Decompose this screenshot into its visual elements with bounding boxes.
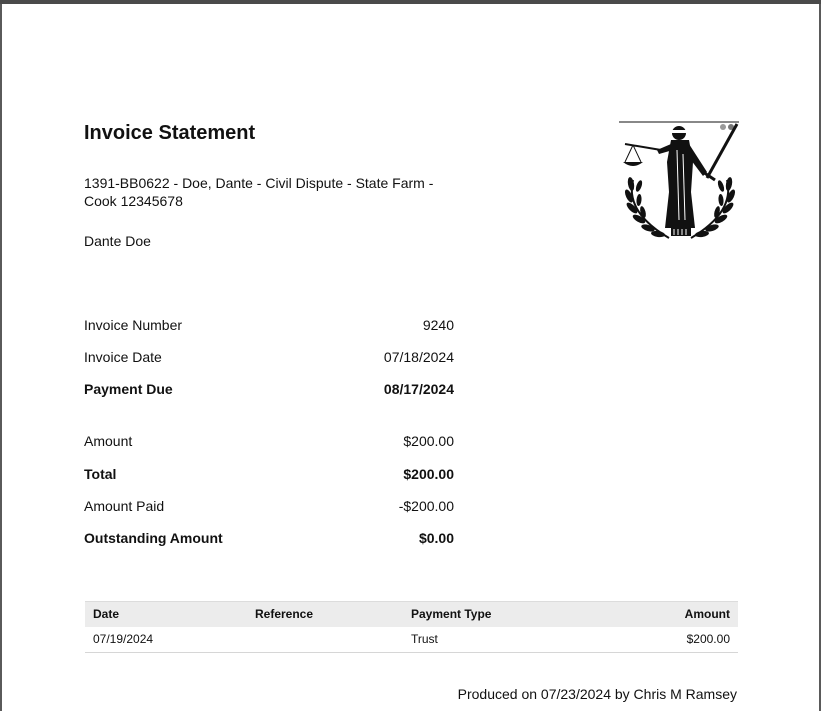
total-label: Total <box>84 466 117 482</box>
column-header-date: Date <box>85 602 247 627</box>
amount-label: Amount <box>84 433 133 449</box>
amount-row <box>84 433 454 449</box>
produced-by-footer: Produced on 07/23/2024 by Chris M Ramsey <box>457 686 737 702</box>
payment-due-label: Payment Due <box>84 381 173 397</box>
payments-table <box>85 601 738 653</box>
lady-justice-icon <box>619 120 741 252</box>
invoice-date-label: Invoice Date <box>84 349 162 365</box>
amount-paid-row <box>84 498 454 514</box>
total-row <box>84 466 454 482</box>
page-title: Invoice Statement <box>84 122 256 144</box>
invoice-number-row <box>84 317 454 333</box>
table-row <box>85 627 738 653</box>
payment-date-cell: 07/19/2024 <box>85 627 247 653</box>
payment-due-value: 08/17/2024 <box>383 381 454 397</box>
column-header-reference: Reference <box>247 602 403 627</box>
invoice-number-value: 9240 <box>422 317 454 333</box>
payment-reference-cell <box>247 627 403 653</box>
total-value: $200.00 <box>403 466 454 482</box>
invoice-date-value: 07/18/2024 <box>383 349 454 365</box>
invoice-date-row <box>84 349 454 365</box>
column-header-payment-type: Payment Type <box>403 602 563 627</box>
payment-amount-cell: $200.00 <box>563 627 738 653</box>
payment-type-cell: Trust <box>403 627 563 653</box>
table-header-row <box>85 602 738 627</box>
outstanding-amount-row <box>84 530 454 546</box>
outstanding-amount-value: $0.00 <box>418 530 454 546</box>
document-page <box>2 4 819 711</box>
outstanding-amount-label: Outstanding Amount <box>84 530 223 546</box>
client-name: Dante Doe <box>84 233 151 249</box>
amount-paid-label: Amount Paid <box>84 498 165 514</box>
column-header-amount: Amount <box>563 602 738 627</box>
payment-due-row <box>84 381 454 397</box>
amount-value: $200.00 <box>403 433 454 449</box>
matter-description: 1391-BB0622 - Doe, Dante - Civil Dispute - State Farm - Cook 12345678 <box>84 175 434 209</box>
invoice-number-label: Invoice Number <box>84 317 183 333</box>
amount-paid-value: -$200.00 <box>398 498 454 514</box>
